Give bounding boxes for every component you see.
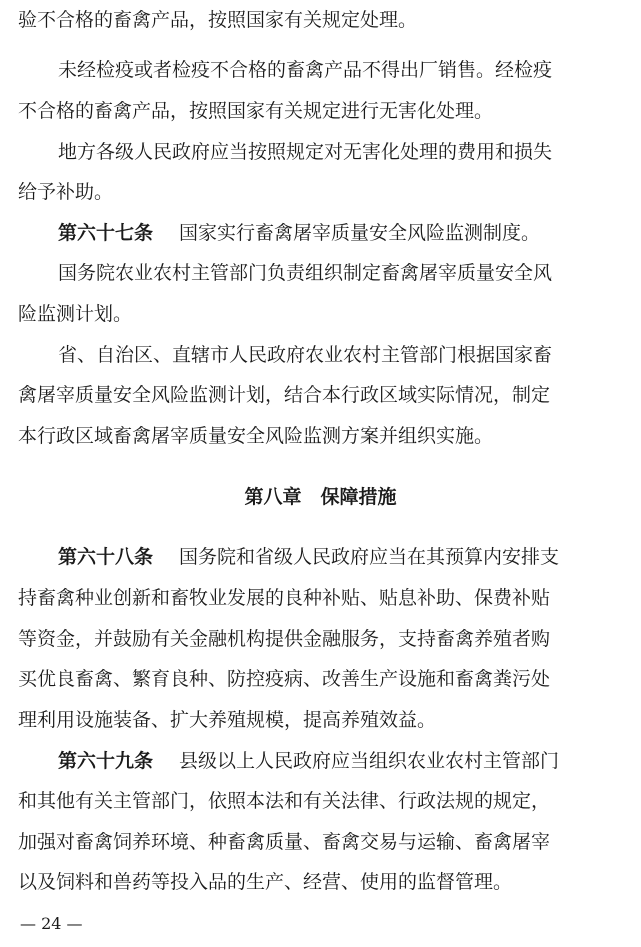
text-line: 买优良畜禽、繁育良种、防控疫病、改善生产设施和畜禽粪污处: [18, 668, 551, 690]
article-68: [58, 543, 559, 571]
article-67: [58, 219, 540, 247]
chapter-heading: 第八章 保障措施: [244, 486, 397, 508]
text-line: 验不合格的畜禽产品，按照国家有关规定处理。: [18, 9, 418, 31]
text-line: 本行政区域畜禽屠宰质量安全风险监测方案并组织实施。: [18, 425, 494, 447]
article-69: [58, 747, 559, 775]
article-text: 国家实行畜禽屠宰质量安全风险监测制度。: [179, 222, 541, 244]
text-line: 省、自治区、直辖市人民政府农业农村主管部门根据国家畜: [58, 344, 553, 366]
article-title: 第六十九条: [58, 750, 154, 772]
page-number: — 24 —: [20, 914, 83, 933]
text-line: 地方各级人民政府应当按照规定对无害化处理的费用和损失: [58, 141, 553, 163]
text-line: 不合格的畜禽产品，按照国家有关规定进行无害化处理。: [18, 100, 494, 122]
text-line: 禽屠宰质量安全风险监测计划，结合本行政区域实际情况，制定: [18, 384, 551, 406]
text-line: 未经检疫或者检疫不合格的畜禽产品不得出厂销售。经检疫: [58, 59, 553, 81]
text-line: 国务院农业农村主管部门负责组织制定畜禽屠宰质量安全风: [58, 262, 553, 284]
article-text: 县级以上人民政府应当组织农业农村主管部门: [179, 750, 560, 772]
article-title: 第六十八条: [58, 546, 154, 568]
text-line: 加强对畜禽饲养环境、种畜禽质量、畜禽交易与运输、畜禽屠宰: [18, 831, 551, 853]
text-line: 理利用设施装备、扩大养殖规模，提高养殖效益。: [18, 709, 437, 731]
text-line: 持畜禽种业创新和畜牧业发展的良种补贴、贴息补助、保费补贴: [18, 587, 551, 609]
text-line: 和其他有关主管部门，依照本法和有关法律、行政法规的规定，: [18, 790, 551, 812]
text-line: 给予补助。: [18, 181, 114, 203]
article-text: 国务院和省级人民政府应当在其预算内安排支: [179, 546, 560, 568]
text-line: 以及饲料和兽药等投入品的生产、经营、使用的监督管理。: [18, 871, 513, 893]
text-line: 险监测计划。: [18, 303, 133, 325]
text-line: 等资金，并鼓励有关金融机构提供金融服务，支持畜禽养殖者购: [18, 628, 551, 650]
article-title: 第六十七条: [58, 222, 154, 244]
